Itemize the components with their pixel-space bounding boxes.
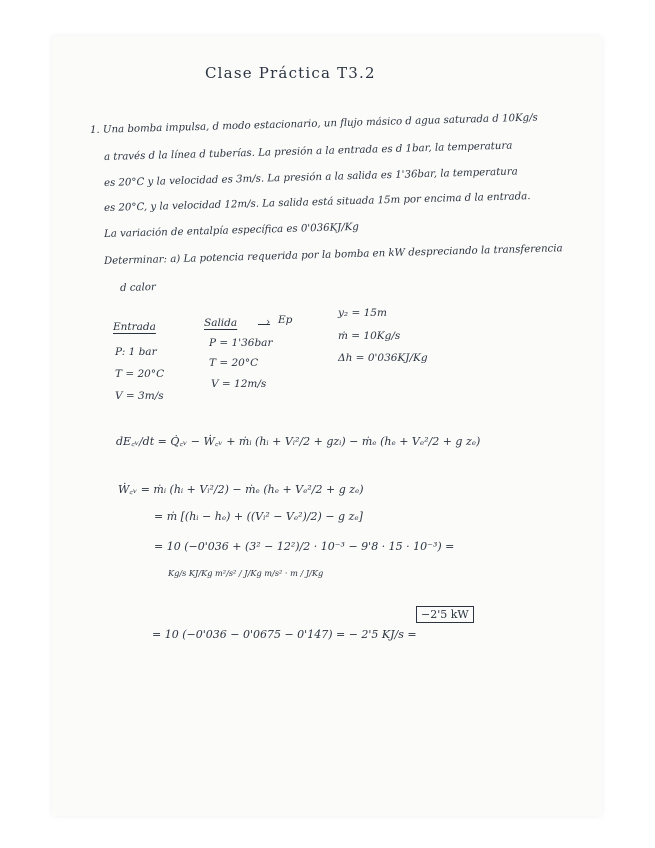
entrada-row-pressure: P: 1 bar (115, 346, 157, 358)
extra-row-height: y₂ = 15m (338, 307, 387, 319)
work-equation-2: = ṁ [(hᵢ − hₑ) + ((Vᵢ² − Vₑ²)/2) − g zₑ] (154, 510, 363, 523)
problem-line-2: a través d la línea d tuberías. La presión a la entrada es d 1bar, la temperatura (103, 140, 513, 163)
salida-row-temperature: T = 20°C (209, 357, 259, 369)
problem-line-1: 1. Una bomba impulsa, d modo estacionario, un flujo másico d agua saturada d 10Kg/s (89, 112, 538, 136)
entrada-row-temperature: T = 20°C (115, 368, 165, 380)
entrada-row-velocity: V = 3m/s (115, 390, 164, 402)
work-equation-1: Ẇ꜀ᵥ = ṁᵢ (hᵢ + Vᵢ²/2) − ṁₑ (hₑ + Vₑ²/2 + g zₑ) (118, 483, 364, 496)
extra-row-massflow: ṁ = 10Kg/s (338, 330, 401, 342)
work-equation-3: = 10 (−0'036 + (3² − 12²)/2 · 10⁻³ − 9'8 · 15 · 10⁻³) = (154, 540, 455, 553)
salida-row-velocity: V = 12m/s (211, 378, 267, 390)
extra-row-enthalpy: Δh = 0'036KJ/Kg (338, 352, 428, 364)
work-equation-4: = 10 (−0'036 − 0'0675 − 0'147) = − 2'5 KJ/s = (152, 628, 417, 641)
result-box: −2'5 kW (416, 606, 474, 623)
problem-line-7: d calor (119, 282, 156, 294)
salida-heading: Salida (204, 317, 238, 329)
page-title: Clase Práctica T3.2 (205, 64, 376, 82)
salida-arrow-label: Ep (278, 314, 293, 326)
problem-line-3: es 20°C y la velocidad es 3m/s. La presión a la salida es 1'36bar, la temperatura (103, 166, 518, 189)
units-line: Kg/s KJ/Kg m²/s² / J/Kg m/s² · m / J/Kg (168, 568, 324, 578)
entrada-heading: Entrada (113, 321, 156, 333)
problem-line-6: Determinar: a) La potencia requerida por la bomba en kW despreciando la transferencia (103, 243, 563, 267)
problem-line-4: es 20°C, y la velocidad 12m/s. La salida está situada 15m por encima d la entrada. (103, 191, 531, 214)
salida-row-pressure: P = 1'36bar (209, 337, 273, 349)
arrow-head-icon: › (266, 316, 271, 328)
energy-balance-equation: dE꜀ᵥ/dt = Q̇꜀ᵥ − Ẇ꜀ᵥ + ṁᵢ (hᵢ + Vᵢ²/2 + gzᵢ) − ṁₑ (hₑ + Vₑ²/2 + g zₑ) (116, 435, 481, 448)
problem-line-5: La variación de entalpía específica es 0'036KJ/Kg (103, 221, 360, 240)
